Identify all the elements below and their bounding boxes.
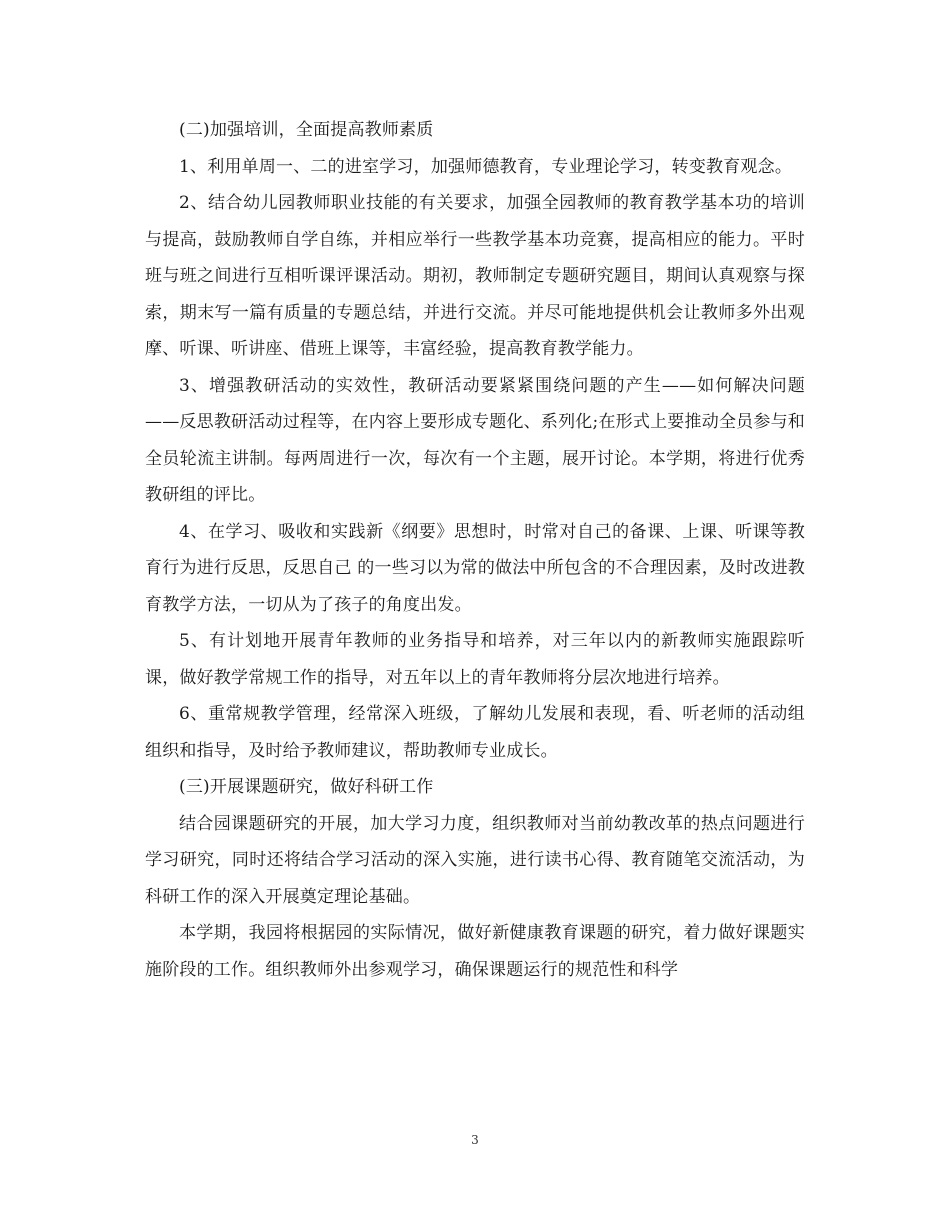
- paragraph-item-1: 1、利用单周一、二的进室学习，加强师德教育，专业理论学习，转变教育观念。: [179, 156, 793, 177]
- paragraph-item-6: 6、重常规教学管理，经常深入班级，了解幼儿发展和表现，看、听老师的活动组组织和指导，及时给予教师建议，帮助教师专业成长。: [145, 704, 805, 761]
- paragraph-item-5: 5、有计划地开展青年教师的业务指导和培养，对三年以内的新教师实施跟踪听课，做好教学常规工作的指导，对五年以上的青年教师将分层次地进行培养。: [145, 631, 805, 688]
- document-body: [145, 112, 805, 988]
- paragraph-research-2: 本学期，我园将根据园的实际情况，做好新健康教育课题的研究，着力做好课题实施阶段的工作。组织教师外出参观学习，确保课题运行的规范性和科学: [145, 923, 805, 980]
- section-heading-research: (三)开展课题研究，做好科研工作: [179, 777, 434, 797]
- paragraph-item-4: 4、在学习、吸收和实践新《纲要》思想时，时常对自己的备课、上课、听课等教育行为进行反思，反思自己 的一些习以为常的做法中所包含的不合理因素，及时改进教育教学方法，一切从为了孩子的角度出发。: [145, 521, 805, 615]
- section-heading-training: (二)加强培训，全面提高教师素质: [179, 120, 434, 140]
- page-number: 3: [471, 1133, 479, 1147]
- paragraph-item-3: 3、增强教研活动的实效性，教研活动要紧紧围绕问题的产生——如何解决问题——反思教研活动过程等，在内容上要形成专题化、系列化;在形式上要推动全员参与和全员轮流主讲制。每两周进行一次，每次有一个主题，展开讨论。本学期，将进行优秀教研组的评比。: [145, 375, 805, 505]
- paragraph-item-2: 2、结合幼儿园教师职业技能的有关要求，加强全园教师的教育教学基本功的培训与提高，鼓励教师自学自练，并相应举行一些教学基本功竞赛，提高相应的能力。平时班与班之间进行互相听课评课活动。期初，教师制定专题研究题目，期间认真观察与探索，期末写一篇有质量的专题总结，并进行交流。并尽可能地提供机会让教师多外出观摩、听课、听讲座、借班上课等，丰富经验，提高教育教学能力。: [145, 193, 805, 359]
- paragraph-research-1: 结合园课题研究的开展，加大学习力度，组织教师对当前幼教改革的热点问题进行学习研究，同时还将结合学习活动的深入实施，进行读书心得、教育随笔交流活动，为科研工作的深入开展奠定理论基础。: [145, 813, 805, 907]
